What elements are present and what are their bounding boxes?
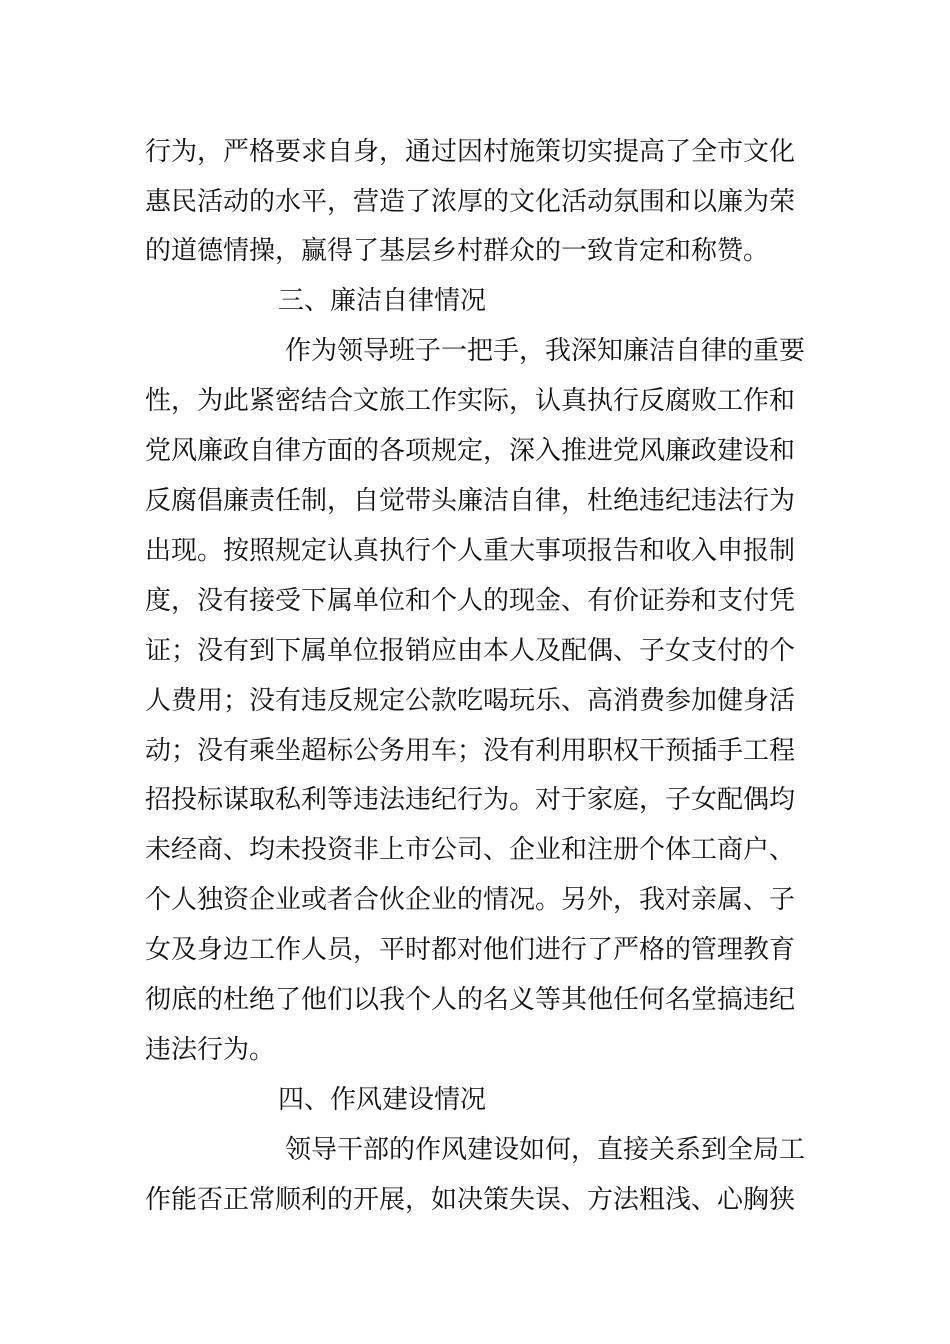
paragraph-first-line: 作为领导班子一把手，我深知廉洁自律的重要	[285, 336, 806, 366]
paragraph-line: 的道德情操，赢得了基层乡村群众的一致肯定和称赞。	[145, 236, 770, 266]
paragraph-line: 彻底的杜绝了他们以我个人的名义等其他任何名堂搞违纪	[145, 985, 796, 1015]
paragraph-line: 党风廉政自律方面的各项规定，深入推进党风廉政建设和	[145, 436, 796, 466]
paragraph-line: 个人独资企业或者合伙企业的情况。另外，我对亲属、子	[145, 885, 796, 915]
paragraph-line: 违法行为。	[145, 1035, 276, 1065]
paragraph-line: 招投标谋取私利等违法违纪行为。对于家庭，子女配偶均	[145, 785, 796, 815]
paragraph-first-line: 领导干部的作风建设如何，直接关系到全局工	[285, 1135, 806, 1165]
paragraph-line: 人费用；没有违反规定公款吃喝玩乐、高消费参加健身活	[145, 686, 796, 716]
paragraph-line: 动；没有乘坐超标公务用车；没有利用职权干预插手工程	[145, 736, 796, 766]
paragraph-line: 未经商、均未投资非上市公司、企业和注册个体工商户、	[145, 835, 796, 865]
paragraph-line: 女及身边工作人员，平时都对他们进行了严格的管理教育	[145, 935, 796, 965]
paragraph-line: 惠民活动的水平，营造了浓厚的文化活动氛围和以廉为荣	[145, 187, 796, 217]
paragraph-line: 反腐倡廉责任制，自觉带头廉洁自律，杜绝违纪违法行为	[145, 486, 796, 516]
paragraph-line: 证；没有到下属单位报销应由本人及配偶、子女支付的个	[145, 636, 796, 666]
paragraph-line: 度，没有接受下属单位和个人的现金、有价证券和支付凭	[145, 586, 796, 616]
section-heading-conduct: 四、作风建设情况	[278, 1085, 487, 1115]
section-heading-integrity: 三、廉洁自律情况	[278, 286, 487, 316]
paragraph-line: 性，为此紧密结合文旅工作实际，认真执行反腐败工作和	[145, 386, 796, 416]
paragraph-line: 作能否正常顺利的开展，如决策失误、方法粗浅、心胸狭	[145, 1185, 796, 1215]
paragraph-line: 行为，严格要求自身，通过因村施策切实提高了全市文化	[145, 137, 796, 167]
paragraph-line: 出现。按照规定认真执行个人重大事项报告和收入申报制	[145, 536, 796, 566]
